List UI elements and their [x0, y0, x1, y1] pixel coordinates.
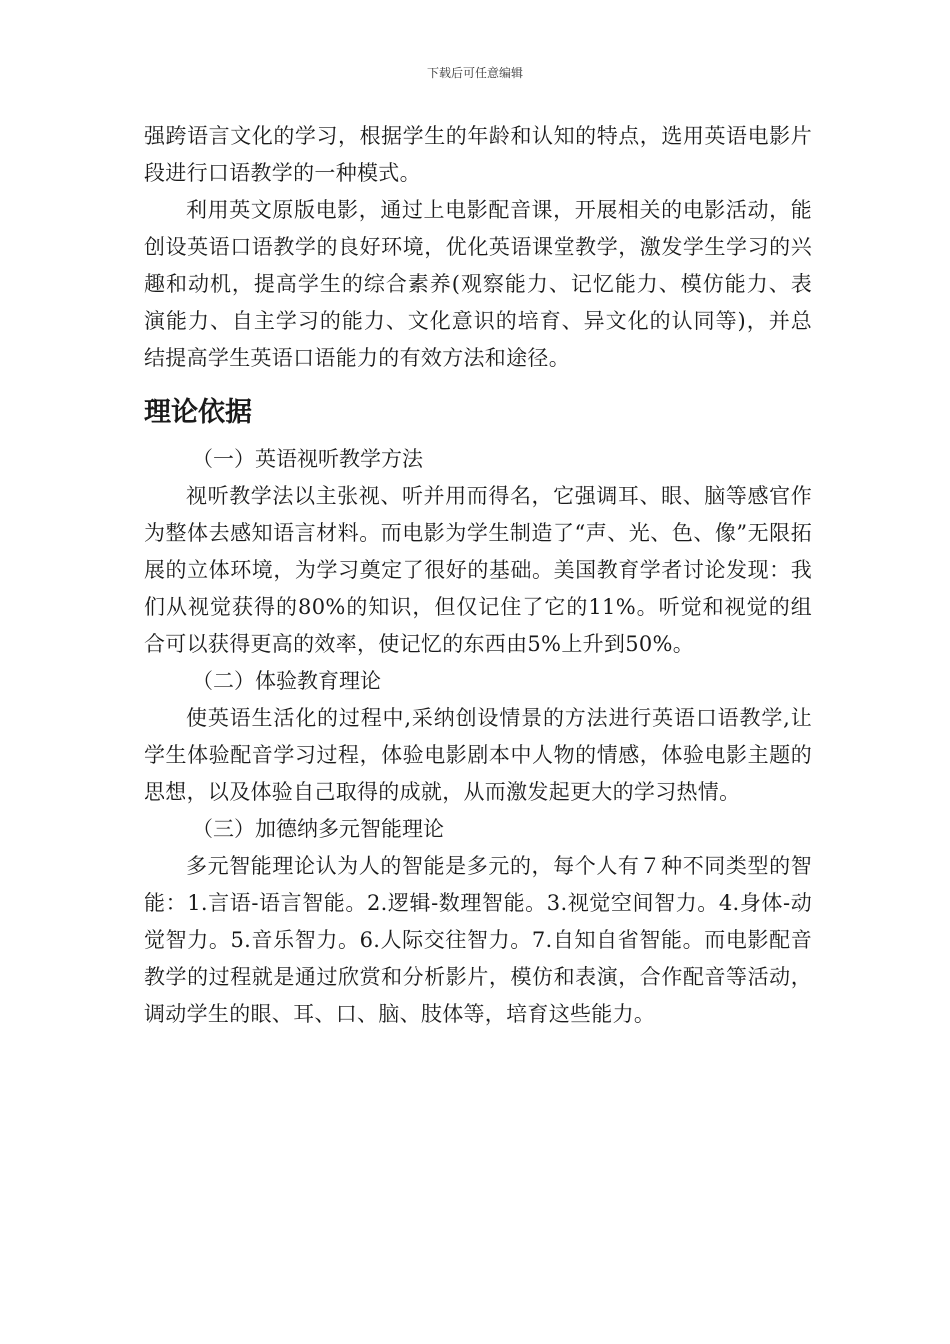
paragraph-continuation: 强跨语言文化的学习，根据学生的年龄和认知的特点，选用英语电影片段进行口语教学的一种模式。: [144, 124, 812, 185]
subsection-title-3: （三）加德纳多元智能理论: [192, 817, 444, 841]
subsection-body-2: 使英语生活化的过程中,采纳创设情景的方法进行英语口语教学,让学生体验配音学习过程，体验电影剧本中人物的情感，体验电影主题的思想，以及体验自己取得的成就，从而激发起更大的学习热情。: [144, 706, 812, 804]
subsection-title-1: （一）英语视听教学方法: [192, 447, 423, 471]
subsection-body-1: 视听教学法以主张视、听并用而得名，它强调耳、眼、脑等感官作为整体去感知语言材料。而电影为学生制造了“声、光、色、像”无限拓展的立体环境，为学习奠定了很好的基础。美国教育学者讨论发现：我们从视觉获得的80%的知识，但仅记住了它的11%。听觉和视觉的组合可以获得更高的效率，使记忆的东西由5%上升到50%。: [144, 484, 812, 656]
section-heading: 理论依据: [144, 397, 252, 428]
subsection-body-3: 多元智能理论认为人的智能是多元的，每个人有７种不同类型的智能：1.言语-语言智能。2.逻辑-数理智能。3.视觉空间智力。4.身体-动觉智力。5.音乐智力。6.人际交往智力。7.自知自省智能。而电影配音教学的过程就是通过欣赏和分析影片，模仿和表演，合作配音等活动，调动学生的眼、耳、口、脑、肢体等，培育这些能力。: [144, 854, 812, 1026]
page-header: 下载后可任意编辑: [426, 66, 523, 80]
paragraph-purpose: 利用英文原版电影，通过上电影配音课，开展相关的电影活动，能创设英语口语教学的良好环境，优化英语课堂教学，激发学生学习的兴趣和动机，提高学生的综合素养(观察能力、记忆能力、模仿能力、表演能力、自主学习的能力、文化意识的培育、异文化的认同等)，并总结提高学生英语口语能力的有效方法和途径。: [144, 198, 812, 370]
document-body: [144, 118, 812, 1033]
subsection-title-2: （二）体验教育理论: [192, 669, 381, 693]
